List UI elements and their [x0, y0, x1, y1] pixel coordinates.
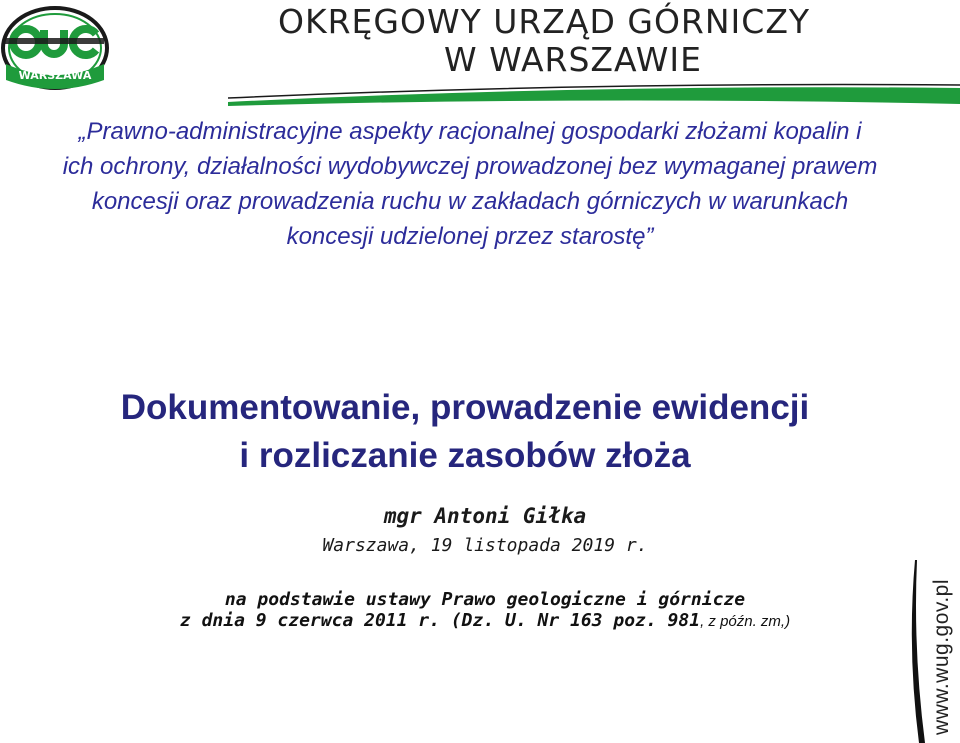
author: mgr Antoni Giłka: [383, 504, 587, 528]
legal-basis-line2: z dnia 9 czerwca 2011 r. (Dz. U. Nr 163 poz. 981: [179, 610, 701, 631]
legal-basis-note: , z późn. zm,): [700, 613, 791, 630]
vertical-swoosh: [905, 560, 931, 743]
wug-logo: [0, 0, 112, 92]
topic-title: „Prawno-administracyjne aspekty racjonalnej gospodarki złożami kopalin i ich ochrony, działalności wydobywczej prowadzonej bez wymaganej prawem koncesji oraz prowadzenia ruchu w zakładach górniczych w warunkach koncesji udzielonej przez starostę”: [62, 118, 878, 250]
header-swoosh: [228, 82, 960, 108]
main-title: [40, 384, 890, 480]
main-title-line2: i rozliczanie zasobów złoża: [239, 436, 691, 475]
website-url[interactable]: www.wug.gov.pl: [930, 578, 953, 735]
legal-basis-line1: na podstawie ustawy Prawo geologiczne i górnicze: [224, 589, 746, 610]
legal-basis: [0, 589, 960, 632]
main-title-line1: Dokumentowanie, prowadzenie ewidencji: [120, 388, 810, 427]
office-name-line2: W WARSZAWIE: [444, 40, 702, 79]
logo-text: WARSZAWA: [18, 69, 92, 82]
office-name-line1: OKRĘGOWY URZĄD GÓRNICZY: [278, 2, 811, 41]
date: Warszawa, 19 listopada 2019 r.: [322, 535, 648, 556]
